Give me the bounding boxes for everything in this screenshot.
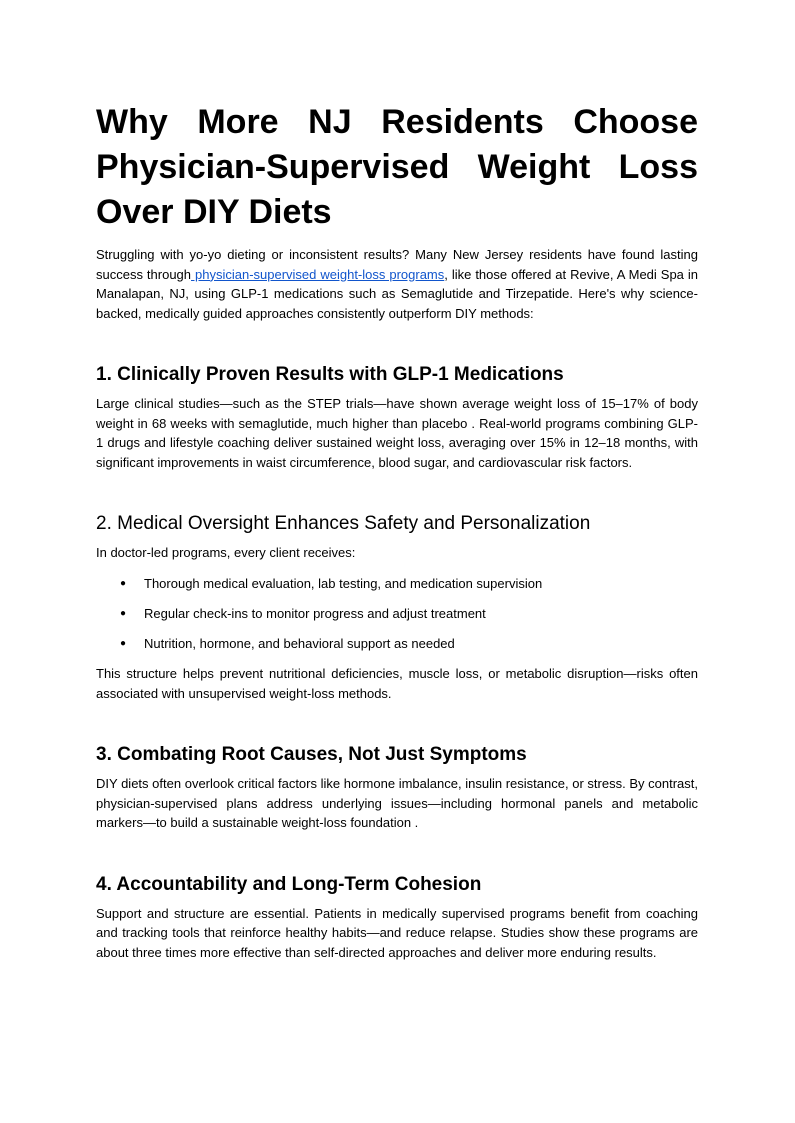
section-2-body: This structure helps prevent nutritional deficiencies, muscle loss, or metabolic disruption—risks often associated with unsupervised weight-loss methods.	[96, 666, 698, 701]
title-line-1: Why More NJ Residents Choose	[96, 103, 698, 141]
intro-text-after: , like those offered at Revive, A Medi Spa in Manalapan, NJ, using GLP-1 medications such as Semaglutide and Tirzepatide. Here's why science-backed, medically guided approaches consistently outperform DIY methods:	[96, 266, 698, 321]
section-4-heading: 4. Accountability and Long-Term Cohesion	[96, 873, 482, 895]
section-2-heading: 2. Medical Oversight Enhances Safety and Personalization	[96, 513, 591, 534]
title-line-3: Over DIY Diets	[96, 193, 332, 231]
section-1-body: Large clinical studies—such as the STEP trials—have shown average weight loss of 15–17% of body weight in 68 weeks with semaglutide, much higher than placebo . Real-world programs combining GLP-1 drugs and lifestyle coaching deliver sustained weight loss, averaging over 15% in 12–18 months, with significant improvements in waist circumference, blood sugar, and cardiovascular risk factors.	[96, 396, 698, 470]
section-3-body: DIY diets often overlook critical factors like hormone imbalance, insulin resistance, or stress. By contrast, physician-supervised plans address underlying issues—including hormonal panels and metabolic markers—to build a sustainable weight-loss foundation .	[96, 776, 698, 830]
list-item: ● Thorough medical evaluation, lab testing, and medication supervision	[96, 574, 698, 594]
page-title	[96, 100, 698, 235]
bullet-icon: ●	[120, 607, 127, 619]
bullet-icon: ●	[120, 577, 127, 589]
section-1-heading: 1. Clinically Proven Results with GLP-1 Medications	[96, 364, 564, 385]
list-item: ● Regular check-ins to monitor progress and adjust treatment	[96, 604, 698, 624]
section-2-lead: In doctor-led programs, every client receives:	[96, 545, 356, 560]
intro-paragraph	[96, 245, 698, 323]
section-2-bullet-list	[96, 574, 698, 654]
intro-text-before: Struggling with yo-yo dieting or inconsistent results? Many New Jersey residents have found lasting success through	[96, 247, 698, 282]
list-item: ● Nutrition, hormone, and behavioral support as needed	[96, 634, 698, 654]
bullet-icon: ●	[120, 637, 127, 649]
title-line-2: Physician-Supervised Weight Loss	[96, 148, 698, 186]
programs-link[interactable]: physician-supervised weight-loss programs	[191, 266, 445, 282]
section-4-body: Support and structure are essential. Patients in medically supervised programs benefit from coaching and tracking tools that reinforce healthy habits—and reduce relapse. Studies show these programs are about three times more effective than self-directed approaches and deliver more enduring results.	[96, 905, 698, 960]
section-3-heading: 3. Combating Root Causes, Not Just Symptoms	[96, 744, 527, 765]
